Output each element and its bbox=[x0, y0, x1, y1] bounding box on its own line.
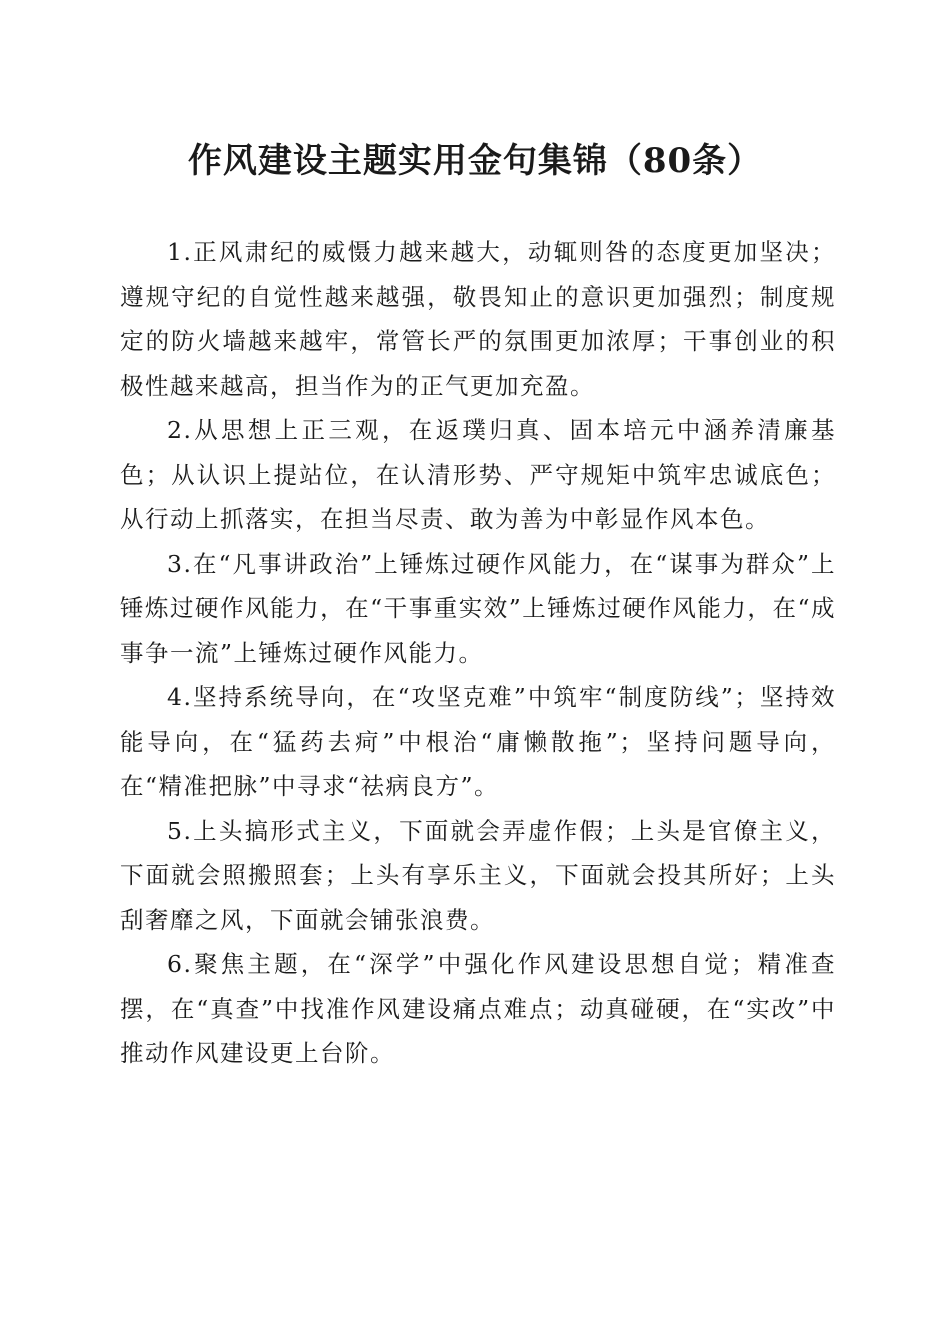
paragraph-6: 6.聚焦主题，在“深学”中强化作风建设思想自觉；精准查摆，在“真查”中找准作风建设痛点难点；动真碰硬，在“实改”中推动作风建设更上台阶。 bbox=[120, 950, 836, 1067]
paragraph-4: 4.坚持系统导向，在“攻坚克难”中筑牢“制度防线”；坚持效能导向，在“猛药去疴”中根治“庸懒散拖”；坚持问题导向，在“精准把脉”中寻求“祛病良方”。 bbox=[120, 683, 836, 800]
paragraph-2: 2.从思想上正三观，在返璞归真、固本培元中涵养清廉基色；从认识上提站位，在认清形势、严守规矩中筑牢忠诚底色；从行动上抓落实，在担当尽责、敢为善为中彰显作风本色。 bbox=[120, 416, 836, 533]
paragraph-1: 1.正风肃纪的威慑力越来越大，动辄则咎的态度更加坚决；遵规守纪的自觉性越来越强，敬畏知止的意识更加强烈；制度规定的防火墙越来越牢，常管长严的氛围更加浓厚；干事创业的积极性越来越高，担当作为的正气更加充盈。 bbox=[120, 238, 836, 400]
document-title: 作风建设主题实用金句集锦（80条） bbox=[187, 141, 763, 181]
paragraph-3: 3.在“凡事讲政治”上锤炼过硬作风能力，在“谋事为群众”上锤炼过硬作风能力，在“干事重实效”上锤炼过硬作风能力，在“成事争一流”上锤炼过硬作风能力。 bbox=[120, 549, 836, 667]
paragraph-5: 5.上头搞形式主义，下面就会弄虚作假；上头是官僚主义，下面就会照搬照套；上头有享乐主义，下面就会投其所好；上头刮奢靡之风，下面就会铺张浪费。 bbox=[120, 816, 836, 934]
document-body bbox=[120, 230, 836, 1076]
